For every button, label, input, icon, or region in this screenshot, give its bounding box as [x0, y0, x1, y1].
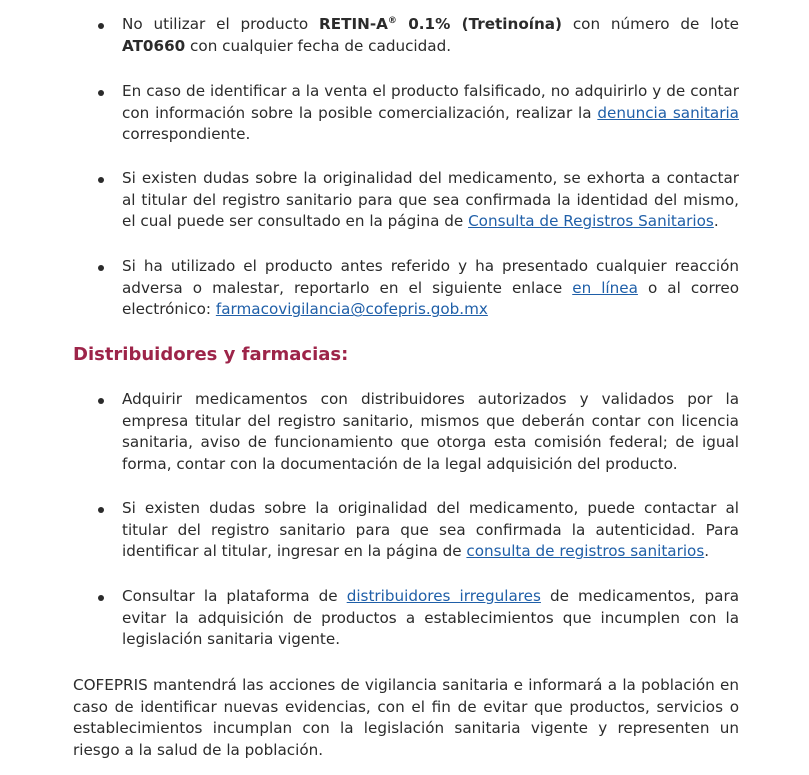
bullet-icon	[98, 90, 104, 96]
section-title: Distribuidores y farmacias:	[73, 344, 349, 365]
product-name: RETIN-A® 0.1% (Tretinoína)	[319, 15, 562, 33]
list-item: En caso de identificar a la venta el producto falsificado, no adquirirlo y de contar con información sobre la posible comercialización, realizar la denuncia sanitaria correspondiente.	[122, 81, 739, 146]
list-item: Adquirir medicamentos con distribuidores autorizados y validados por la empresa titular del registro sanitario, mismos que deberán contar con licencia sanitaria, aviso de funcionamiento que otorga esta comisión federal; de igual forma, contar con la documentación de la legal adquisición del producto.	[122, 389, 739, 476]
consulta-registros-link[interactable]: Consulta de Registros Sanitarios	[468, 212, 714, 231]
list-item: Si ha utilizado el producto antes referido y ha presentado cualquier reacción adversa o malestar, reportarlo en el siguiente enlace en línea o al correo electrónico: farmacovigilancia@cofepris.gob.mx	[122, 256, 739, 321]
list-item: Consultar la plataforma de distribuidores irregulares de medicamentos, para evitar la adquisición de productos a establecimientos que incumplen con la legislación sanitaria vigente.	[122, 586, 739, 651]
bullet-icon	[98, 398, 104, 404]
list-item: Si existen dudas sobre la originalidad del medicamento, se exhorta a contactar al titular del registro sanitario para que sea confirmada la identidad del mismo, el cual puede ser consultado en la página de Consulta de Registros Sanitarios.	[122, 168, 739, 233]
bullet-icon	[98, 177, 104, 183]
list-item: Si existen dudas sobre la originalidad del medicamento, puede contactar al titular del registro sanitario para que sea confirmada la autenticidad. Para identificar al titular, ingresar en la página de consulta de registros sanitarios.	[122, 498, 739, 563]
list-item: No utilizar el producto RETIN-A® 0.1% (Tretinoína) con número de lote AT0660 con cualquier fecha de caducidad.	[122, 14, 739, 57]
email-link[interactable]: farmacovigilancia@cofepris.gob.mx	[215, 300, 488, 319]
bullet-icon	[98, 23, 104, 29]
bullet-icon	[98, 507, 104, 513]
consulta-registros-sanitarios-link[interactable]: consulta de registros sanitarios	[466, 542, 705, 561]
closing-paragraph: COFEPRIS mantendrá las acciones de vigilancia sanitaria e informará a la población en caso de identificar nuevas evidencias, con el fin de evitar que productos, servicios o establecimientos incumplan con la legislación sanitaria vigente y representen un riesgo a la salud de la población.	[73, 676, 739, 760]
en-linea-link[interactable]: en línea	[572, 278, 638, 297]
bullet-icon	[98, 595, 104, 601]
lot-number: AT0660	[122, 36, 186, 55]
bullet-icon	[98, 265, 104, 271]
denuncia-sanitaria-link[interactable]: denuncia sanitaria	[597, 103, 739, 122]
distribuidores-irregulares-link[interactable]: distribuidores irregulares	[346, 587, 541, 605]
